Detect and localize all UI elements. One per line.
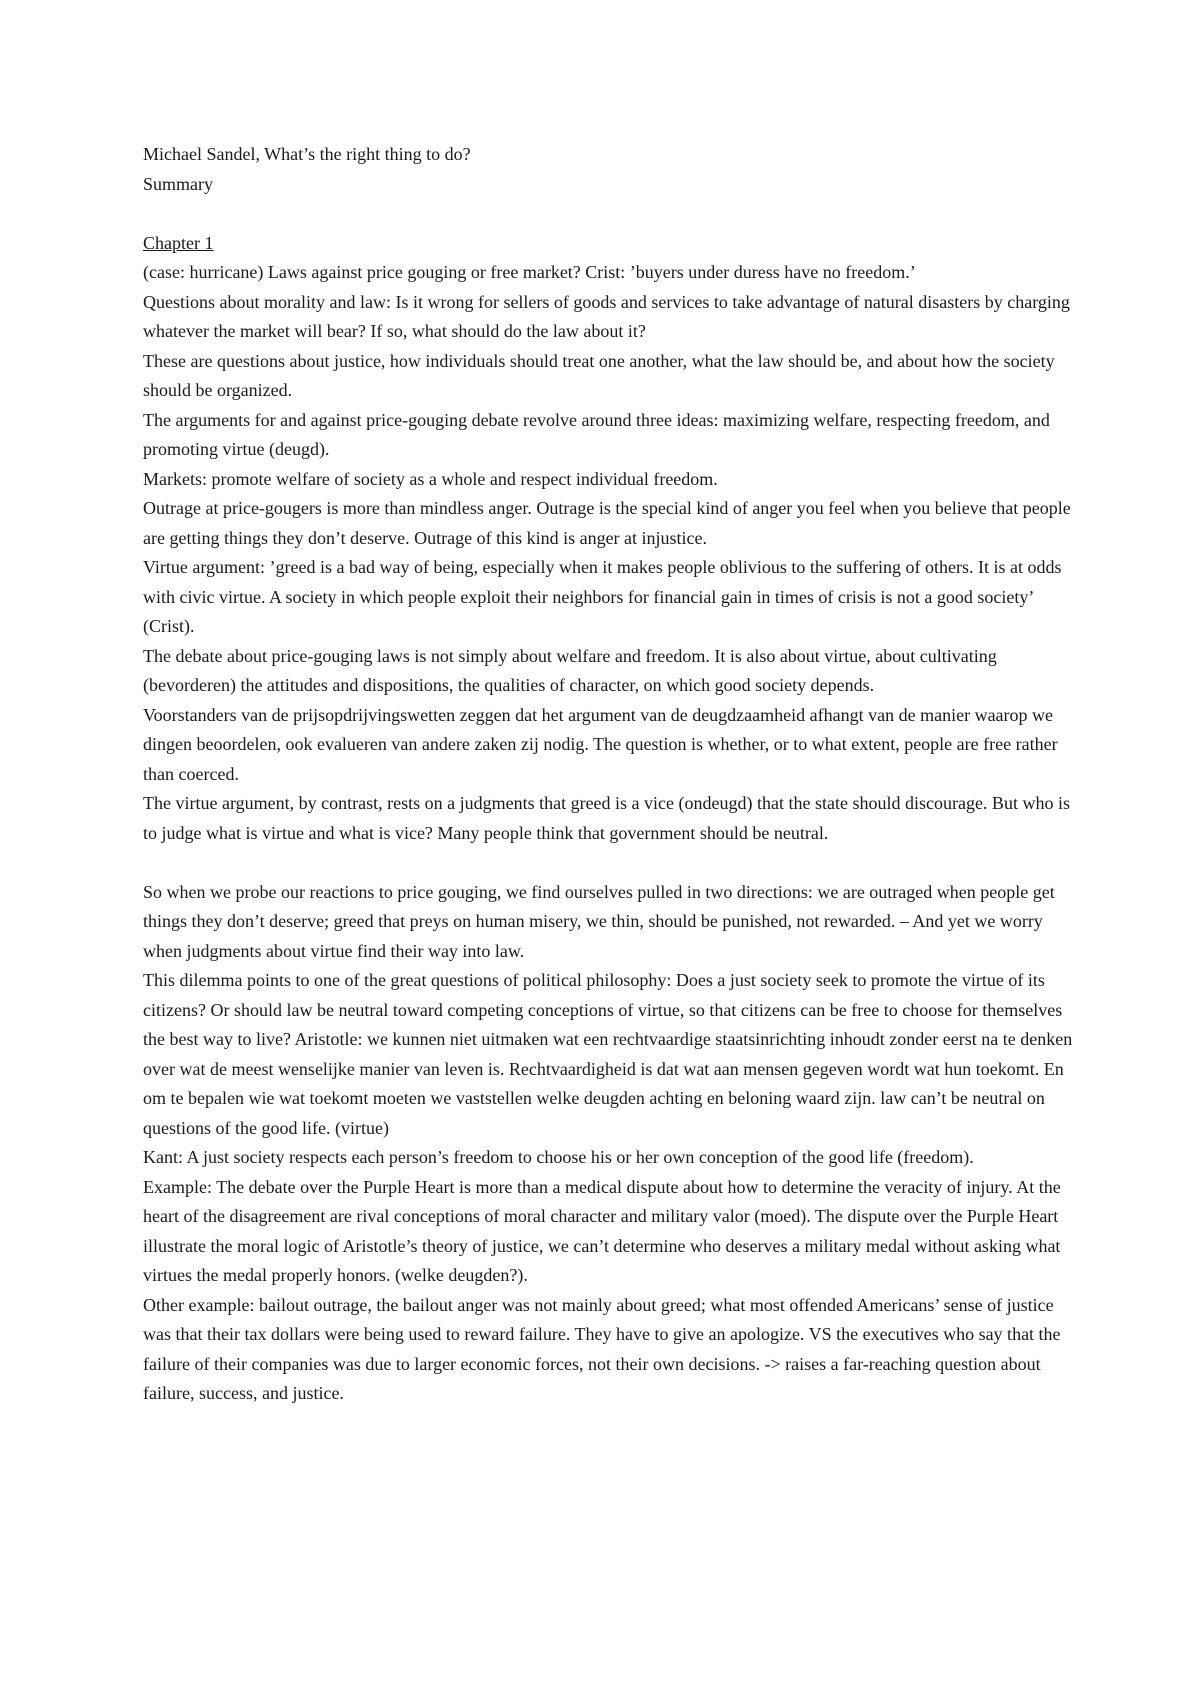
paragraph: Kant: A just society respects each person’s freedom to choose his or her own conception of the good life (freedom). (143, 1147, 974, 1167)
spacer (143, 199, 1078, 229)
document-page (143, 140, 1078, 1409)
paragraph: So when we probe our reactions to price gouging, we find ourselves pulled in two directions: we are outraged when people get things they don’t deserve; greed that preys on human misery, we thin, should be punished, not rewarded. – And yet we worry when judgments about virtue find their way into law. (143, 881, 1055, 961)
paragraph: The debate about price-gouging laws is not simply about welfare and freedom. It is also about virtue, about cultivating (bevorderen) the attitudes and dispositions, the qualities of character, on which good society depends. (143, 645, 997, 695)
paragraph: Questions about morality and law: Is it wrong for sellers of goods and services to take advantage of natural disasters by charging whatever the market will bear? If so, what should do the law about it? (143, 291, 1070, 341)
paragraph: Outrage at price-gougers is more than mindless anger. Outrage is the special kind of anger you feel when you believe that people are getting things they don’t deserve. Outrage of this kind is anger at injustice. (143, 498, 1071, 548)
paragraph: (case: hurricane) Laws against price gouging or free market? Crist: ’buyers under duress have no freedom.’ (143, 262, 916, 282)
paragraph: Other example: bailout outrage, the bailout anger was not mainly about greed; what most offended Americans’ sense of justice was that their tax dollars were being used to reward failure. They have to give an apologize. VS the executives who say that the failure of their companies was due to larger economic forces, not their own decisions. -> raises a far-reaching question about failure, success, and justice. (143, 1294, 1061, 1403)
paragraph: Virtue argument: ’greed is a bad way of being, especially when it makes people oblivious to the suffering of others. It is at odds with civic virtue. A society in which people exploit their neighbors for financial gain in times of crisis is not a good society’ (Crist). (143, 557, 1062, 636)
paragraph: Markets: promote welfare of society as a whole and respect individual freedom. (143, 468, 718, 489)
paragraph: These are questions about justice, how individuals should treat one another, what the law should be, and about how the society should be organized. (143, 350, 1055, 400)
paragraph: This dilemma points to one of the great questions of political philosophy: Does a just society seek to promote the virtue of its citizens? Or should law be neutral toward competing conceptions of virtue, so that citizens can be free to choose for themselves the best way to live? Aristotle: we kunnen niet uitmaken wat een rechtvaardige staatsinrichting inhoudt zonder eerst na te denken over wat de meest wenselijke manier van leven is. Rechtvaardigheid is dat wat aan mensen gegeven wordt wat hun toekomt. En om te bepalen wie wat toekomt moeten we vaststellen welke deugden achting en beloning waard zijn. law can’t be neutral on questions of the good life. (virtue) (143, 970, 1073, 1138)
paragraph: The virtue argument, by contrast, rests on a judgments that greed is a vice (ondeugd) that the state should discourage. But who is to judge what is virtue and what is vice? Many people think that government should be neutral. (143, 793, 1070, 843)
paragraph: Example: The debate over the Purple Heart is more than a medical dispute about how to determine the veracity of injury. At the heart of the disagreement are rival conceptions of moral character and military valor (moed). The dispute over the Purple Heart illustrate the moral logic of Aristotle’s theory of justice, we can’t determine who deserves a military medal without asking what virtues the medal properly honors. (welke deugden?). (143, 1176, 1061, 1285)
document-subtitle: Summary (143, 173, 213, 194)
paragraph: The arguments for and against price-gouging debate revolve around three ideas: maximizing welfare, respecting freedom, and promoting virtue (deugd). (143, 409, 1050, 459)
paragraph: Voorstanders van de prijsopdrijvingswetten zeggen dat het argument van de deugdzaamheid afhangt van de manier waarop we dingen beoordelen, ook evalueren van andere zaken zij nodig. The question is whether, or to what extent, people are free rather than coerced. (143, 704, 1058, 784)
chapter-heading: Chapter 1 (143, 232, 214, 253)
document-title: Michael Sandel, What’s the right thing to do? (143, 144, 471, 164)
spacer (143, 848, 1078, 878)
